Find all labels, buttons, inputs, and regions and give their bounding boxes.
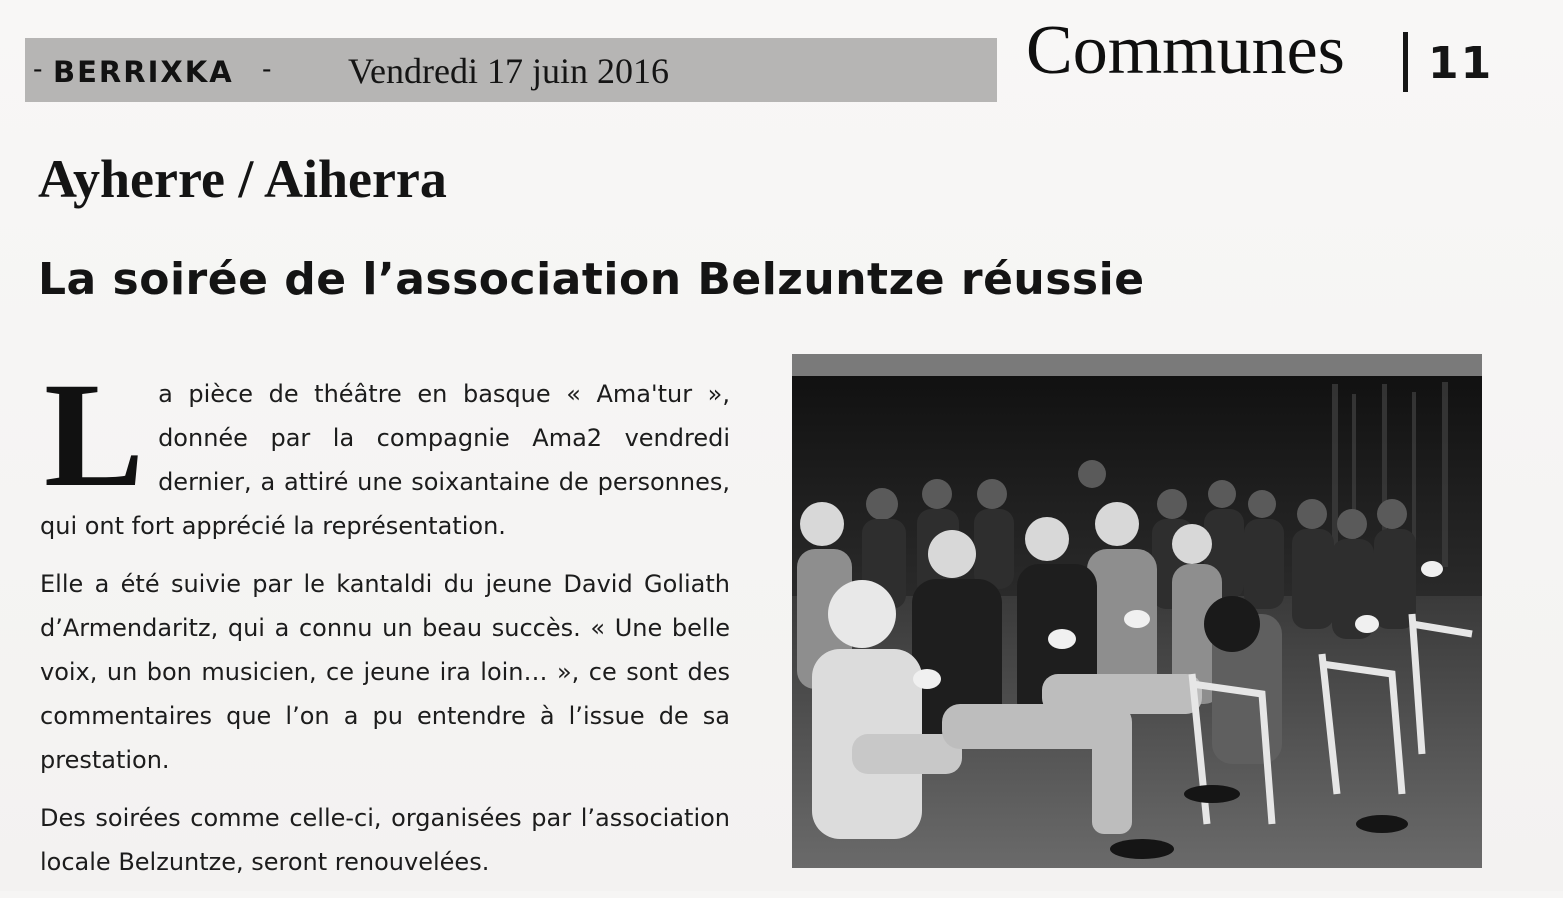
audience-photo (792, 354, 1482, 868)
paragraph-2: Elle a été suivie par le kantaldi du jeune David Goliath d’Armendaritz, qui a connu un beau succès. « Une belle voix, un bon musicien, ce jeune ira loin… », ce sont des commentaires que l’on a pu entendre à l’issue de sa prestation. (40, 570, 730, 774)
page-number: 11 (1428, 38, 1494, 89)
article-headline: La soirée de l’association Belzuntze réussie (38, 254, 1145, 305)
masthead-dash-left: - (33, 52, 43, 85)
paragraph-1-text: a pièce de théâtre en basque « Ama'tur », donnée par la compagnie Ama2 vendredi dernier, a attiré une soixantaine de personnes, qui ont fort apprécié la représentation. (40, 380, 730, 540)
article-body (40, 352, 730, 898)
issue-date: Vendredi 17 juin 2016 (348, 51, 669, 91)
masthead-dash-right: - (262, 52, 272, 85)
section-title: Communes (1026, 12, 1345, 89)
paragraph-3: Des soirées comme celle-ci, organisées par l’association locale Belzuntze, seront renouvelées. (40, 804, 730, 876)
paragraph-1 (40, 352, 730, 548)
drop-cap: L (44, 352, 145, 518)
locality-heading: Ayherre / Aiherra (38, 149, 447, 209)
photo-illustration (792, 354, 1482, 868)
publication-name: BERRIXKA (53, 55, 234, 89)
section-divider (1403, 32, 1408, 92)
